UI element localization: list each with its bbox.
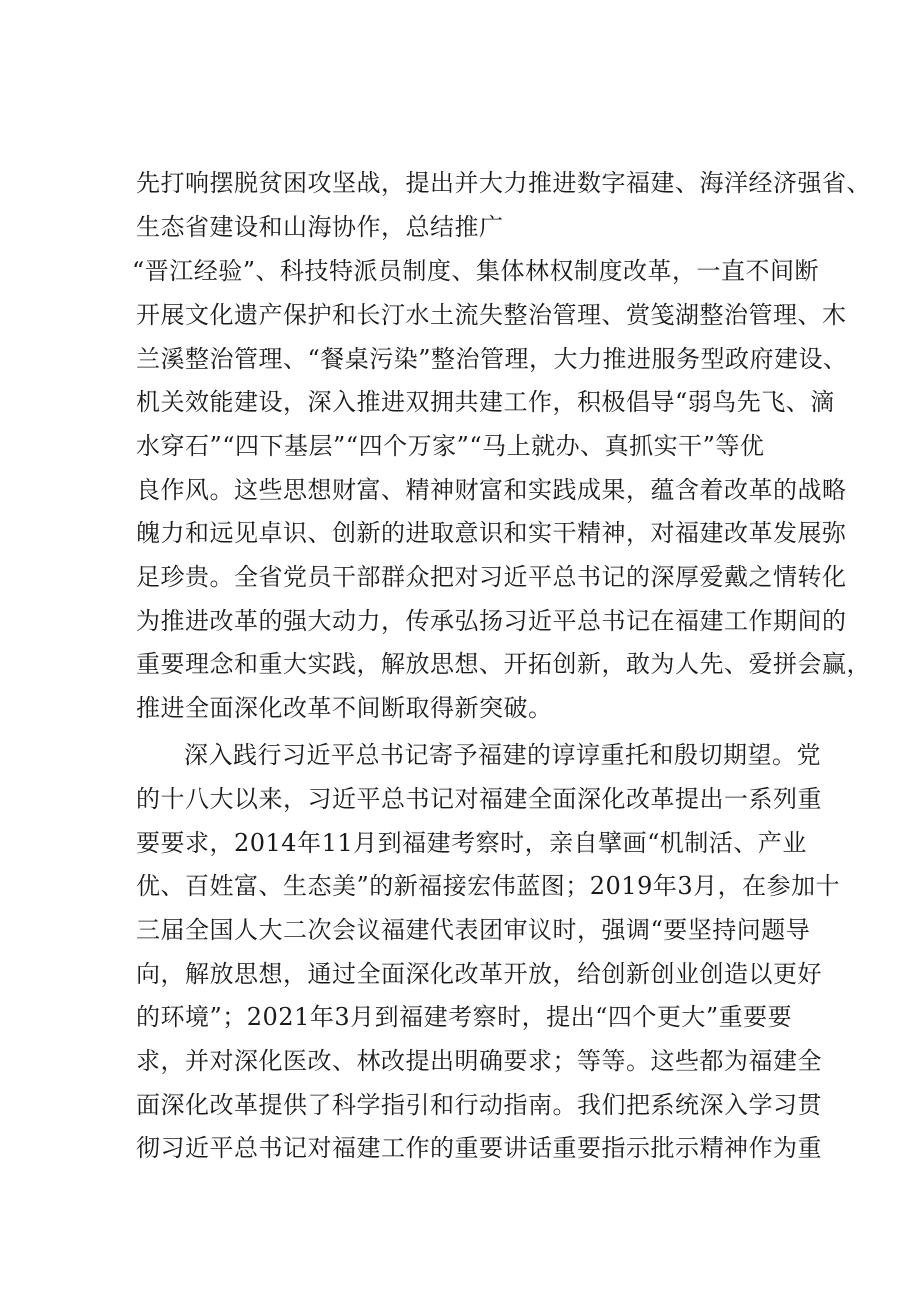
text-line-23: 彻习近平总书记对福建工作的重要讲话重要指示批示精神作为重	[136, 1134, 822, 1162]
text-line-18: 三届全国人大二次会议福建代表团审议时，强调“要坚持问题导	[136, 916, 811, 944]
text-line-17: 优、百姓富、生态美”的新福接宏伟蓝图；2019年3月，在参加十	[136, 872, 841, 900]
text-line-8: 良作风。这些思想财富、精神财富和实践成果，蕴含着改革的战略	[136, 476, 847, 504]
text-line-22: 面深化改革提供了科学指引和行动指南。我们把系统深入学习贯	[136, 1091, 822, 1119]
text-line-1: 先打响摆脱贫困攻坚战，提出并大力推进数字福建、海洋经济强省、	[136, 169, 871, 197]
paragraph-2-first-line: 深入践行习近平总书记寄予福建的谆谆重托和殷切期望。党	[184, 741, 821, 769]
text-line-15: 的十八大以来，习近平总书记对福建全面深化改革提出一系列重	[136, 785, 822, 813]
text-line-9: 魄力和远见卓识、创新的进取意识和实干精神，对福建改革发展弥	[136, 519, 847, 547]
text-line-20: 的环境”；2021年3月到福建考察时，提出“四个更大”重要要	[136, 1003, 793, 1031]
text-line-7: 水穿石”“四下基层”“四个万家”“马上就办、真抓实干”等优	[136, 432, 765, 460]
text-line-3: “晋江经验”、科技特派员制度、集体林权制度改革，一直不间断	[132, 257, 820, 285]
text-line-16: 要要求，2014年11月到福建考察时，亲自擘画“机制活、产业	[136, 829, 807, 857]
text-line-13: 推进全面深化改革不间断取得新突破。	[136, 694, 553, 722]
text-line-4: 开展文化遗产保护和长汀水土流失整治管理、赏笺湖整治管理、木	[136, 301, 847, 329]
text-line-21: 求，并对深化医改、林改提出明确要求；等等。这些都为福建全	[136, 1047, 822, 1075]
text-line-11: 为推进改革的强大动力，传承弘扬习近平总书记在福建工作期间的	[136, 607, 847, 635]
text-line-6: 机关效能建设，深入推进双拥共建工作，积极倡导“弱鸟先飞、滴	[136, 388, 835, 416]
text-line-19: 向，解放思想，通过全面深化改革开放，给创新创业创造以更好	[136, 960, 822, 988]
text-line-10: 足珍贵。全省党员干部群众把对习近平总书记的深厚爱戴之情转化	[136, 563, 847, 591]
text-line-2: 生态省建设和山海协作，总结推广	[136, 213, 504, 241]
text-line-5: 兰溪整治管理、“餐桌污染”整治管理，大力推进服务型政府建设、	[136, 345, 848, 373]
text-line-12: 重要理念和重大实践，解放思想、开拓创新，敢为人先、爱拼会赢，	[136, 650, 871, 678]
